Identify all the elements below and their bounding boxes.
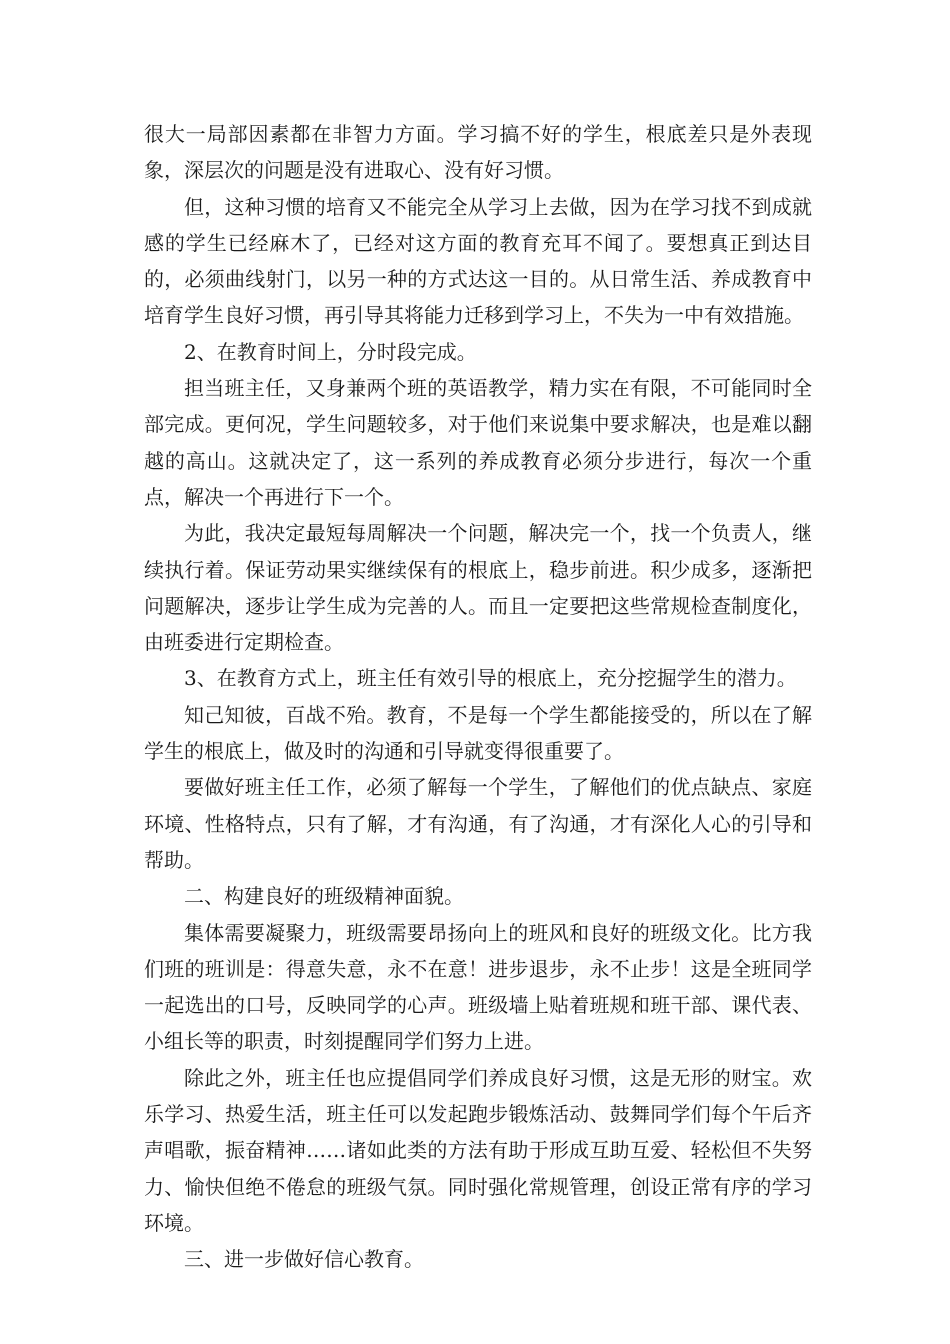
paragraph-6: 要做好班主任工作，必须了解每一个学生，了解他们的优点缺点、家庭环境、性格特点，只有了解，才有沟通，有了沟通，才有深化人心的引导和帮助。: [144, 775, 812, 872]
section-heading-class-spirit: 二、构建良好的班级精神面貌。: [184, 884, 464, 909]
paragraph-1: 很大一局部因素都在非智力方面。学习搞不好的学生，根底差只是外表现象，深层次的问题是没有进取心、没有好习惯。: [144, 122, 812, 183]
paragraph-3: 担当班主任，又身兼两个班的英语教学，精力实在有限，不可能同时全部完成。更何况，学生问题较多，对于他们来说集中要求解决，也是难以翻越的高山。这就决定了，这一系列的养成教育必须分步进行，每次一个重点，解决一个再进行下一个。: [144, 376, 812, 509]
paragraph-8: 除此之外，班主任也应提倡同学们养成良好习惯，这是无形的财宝。欢乐学习、热爱生活，班主任可以发起跑步锻炼活动、鼓舞同学们每个午后齐声唱歌，振奋精神……诸如此类的方法有助于形成互助互爱、轻松但不失努力、愉快但绝不倦怠的班级气氛。同时强化常规管理，创设正常有序的学习环境。: [144, 1065, 812, 1235]
section-heading-confidence: 三、进一步做好信心教育。: [184, 1247, 424, 1272]
section-heading-time: 2、在教育时间上，分时段完成。: [184, 339, 477, 364]
paragraph-2: 但，这种习惯的培育又不能完全从学习上去做，因为在学习找不到成就感的学生已经麻木了，已经对这方面的教育充耳不闻了。要想真正到达目的，必须曲线射门，以另一种的方式达这一目的。从日常生活、养成教育中培育学生良好习惯，再引导其将能力迁移到学习上，不失为一中有效措施。: [144, 194, 812, 328]
document-page: [144, 116, 812, 1278]
paragraph-4: 为此，我决定最短每周解决一个问题，解决完一个，找一个负责人，继续执行着。保证劳动果实继续保有的根底上，稳步前进。积少成多，逐渐把问题解决，逐步让学生成为完善的人。而且一定要把这些常规检查制度化，由班委进行定期检查。: [144, 521, 812, 655]
section-heading-method: 3、在教育方式上，班主任有效引导的根底上，充分挖掘学生的潜力。: [184, 666, 797, 691]
paragraph-7: 集体需要凝聚力，班级需要昂扬向上的班风和良好的班级文化。比方我们班的班训是：得意失意，永不在意！进步退步，永不止步！这是全班同学一起选出的口号，反映同学的心声。班级墙上贴着班规和班干部、课代表、小组长等的职责，时刻提醒同学们努力上进。: [144, 920, 812, 1054]
paragraph-5: 知己知彼，百战不殆。教育，不是每一个学生都能接受的，所以在了解学生的根底上，做及时的沟通和引导就变得很重要了。: [144, 702, 812, 764]
